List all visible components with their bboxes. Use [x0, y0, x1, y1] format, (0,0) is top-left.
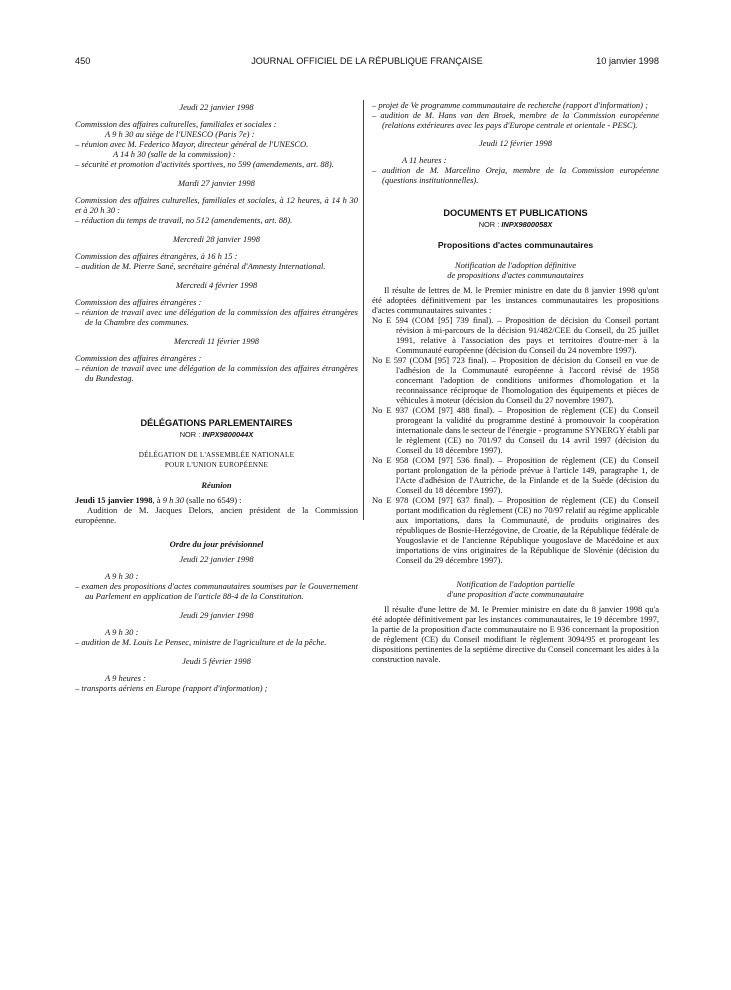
agenda-block — [75, 336, 358, 383]
left-column — [75, 100, 358, 702]
agenda-block — [75, 234, 358, 271]
agenda-date: Jeudi 5 février 1998 — [182, 656, 251, 666]
agenda-item: – audition de M. Louis Le Pensec, ministre de l'agriculture et de la pêche. — [75, 637, 327, 647]
meeting-time: 9 h 30 — [162, 495, 184, 505]
nor-label: NOR : — [478, 220, 500, 229]
agenda-date: Jeudi 12 février 1998 — [479, 138, 552, 148]
act-entry: No E 958 (COM [97] 536 final). – Proposition de règlement (CE) du Conseil portant prolongation de la période prévue à l'article 149, paragraphe 1, de l'Acte d'adhésion de l'Autriche, de la Finlande et de la Suède (décision du Conseil du 18 décembre 1997). — [372, 455, 659, 495]
agenda-block — [372, 138, 659, 185]
agenda-date: Mardi 27 janvier 1998 — [178, 178, 255, 188]
right-column — [372, 100, 659, 664]
agenda-block — [75, 280, 358, 327]
section-title: DÉLÉGATIONS PARLEMENTAIRES — [140, 418, 293, 428]
meeting-text: Audition de M. Jacques Delors, ancien président de la Commission européenne. — [75, 505, 358, 525]
notification-title: Notification de l'adoption définitive — [454, 260, 577, 270]
agenda-item: – projet de Ve programme communautaire de recherche (rapport d'information) ; — [372, 100, 648, 110]
agenda-date: Jeudi 22 janvier 1998 — [179, 102, 254, 112]
agenda-organ: Commission des affaires culturelles, familiales et sociales, à 12 heures, à 14 h 30 et à 20 h 30 : — [75, 195, 358, 215]
act-entry: No E 597 (COM [95] 723 final). – Proposition de décision du Conseil en vue de l'adhésion de la Communauté européenne à l'accord révisé de 1958 concernant l'adoption de conditions uniformes d'homologation et la reconnaissance réciproque de l'homologation des équipements et pièces de véhicules à moteur (décision du Conseil du 27 novembre 1997). — [372, 355, 659, 405]
agenda-organ: Commission des affaires culturelles, familiales et sociales : — [75, 119, 277, 129]
agenda-time: A 14 h 30 (salle de la commission) : — [113, 149, 236, 159]
issue-date: 10 janvier 1998 — [596, 56, 659, 66]
agenda-item: – sécurité et promotion d'activités sportives, no 599 (amendements, art. 88). — [75, 159, 334, 169]
agenda-organ: Commission des affaires étrangères : — [75, 297, 202, 307]
agenda-time: A 9 heures : — [105, 673, 146, 683]
agenda-item: – transports aériens en Europe (rapport d'information) ; — [75, 683, 268, 693]
agenda-block — [75, 656, 358, 693]
agenda-block — [75, 554, 358, 601]
nor-reference — [75, 430, 358, 440]
act-entry: No E 937 (COM [97] 488 final). – Proposition de règlement (CE) du Conseil prorogeant la validité du programme destiné à promouvoir la coopération internationale dans le secteur de l'énergie - programme SYNERGY établi par le règlement (CE) no 701/97 du Conseil du 14 avril 1997 (décision du Conseil du 18 décembre 1997). — [372, 405, 659, 455]
agenda-organ: Commission des affaires étrangères, à 16 h 15 : — [75, 251, 238, 261]
agenda-date: Mercredi 11 février 1998 — [174, 336, 259, 346]
section-title: DOCUMENTS ET PUBLICATIONS — [443, 208, 588, 218]
agenda-item: – audition de M. Pierre Sané, secrétaire général d'Amnesty International. — [75, 261, 326, 271]
agenda-title: Ordre du jour prévisionnel — [169, 539, 264, 549]
subsection-title: Propositions d'actes communautaires — [437, 240, 594, 250]
agenda-item: – réduction du temps de travail, no 512 (amendements, art. 88). — [75, 215, 293, 225]
page-number: 450 — [75, 56, 91, 66]
agenda-date: Mercredi 28 janvier 1998 — [173, 234, 260, 244]
agenda-date: Jeudi 22 janvier 1998 — [179, 554, 254, 564]
nor-label: NOR : — [179, 430, 201, 439]
act-entry: No E 978 (COM [97] 637 final). – Proposition de règlement (CE) du Conseil portant modification du règlement (CE) no 70/97 relatif au régime applicable aux importations, dans la Communauté, de produits originaires des républiques de Bosnie-Herzégovine, de Croatie, de la République fédérale de Yougoslavie et de l'ancienne République yougoslave de Macédoine et aux importations de vins originaires de la République de Slovénie (décision du Conseil du 29 décembre 1997). — [372, 495, 659, 565]
agenda-item: – réunion avec M. Federico Mayor, directeur général de l'UNESCO. — [75, 139, 309, 149]
agenda-time: A 9 h 30 : — [105, 627, 139, 637]
column-divider — [363, 100, 364, 520]
nor-reference — [372, 220, 659, 230]
agenda-organ: Commission des affaires étrangères : — [75, 353, 202, 363]
agenda-item: – réunion de travail avec une délégation de la commission des affaires étrangères du Bundestag. — [75, 363, 358, 383]
notification-title: Notification de l'adoption partielle — [456, 579, 575, 589]
meeting-date: Jeudi 15 janvier 1998 — [75, 495, 153, 505]
agenda-block — [75, 102, 358, 169]
meeting-line: Jeudi 15 janvier 1998, à 9 h 30 (salle no 6549) : — [75, 495, 242, 505]
agenda-date: Mercredi 4 février 1998 — [175, 280, 258, 290]
intro-paragraph: Il résulte de lettres de M. le Premier ministre en date du 8 janvier 1998 qu'ont été adoptées définitivement par les instances communautaires les propositions d'actes communautaires suivantes : — [372, 285, 659, 315]
delegation-name: DÉLÉGATION DE L'ASSEMBLÉE NATIONALE — [138, 451, 295, 459]
agenda-time: A 9 h 30 au siège de l'UNESCO (Paris 7e) : — [105, 129, 255, 139]
act-entry: No E 594 (COM [95] 739 final). – Proposition de décision du Conseil portant révision à mi-parcours de la décision 91/482/CEE du Conseil, du 25 juillet 1991, relative à l'association des pays et territoires d'outre-mer à la Communauté européenne (décision du Conseil du 24 novembre 1997). — [372, 315, 659, 355]
agenda-date: Jeudi 29 janvier 1998 — [179, 610, 254, 620]
agenda-block — [75, 610, 358, 647]
subheading-reunion: Réunion — [201, 480, 232, 490]
journal-title: JOURNAL OFFICIEL DE LA RÉPUBLIQUE FRANÇAISE — [251, 56, 483, 66]
delegation-name: POUR L'UNION EUROPÉENNE — [164, 461, 269, 469]
agenda-time: A 11 heures : — [402, 155, 447, 165]
agenda-item: – réunion de travail avec une délégation de la commission des affaires étrangères de la Chambre des communes. — [75, 307, 358, 327]
nor-code: INPX9800044X — [202, 430, 254, 439]
nor-code: INPX9800058X — [501, 220, 553, 229]
agenda-item: – examen des propositions d'actes communautaires soumises par le Gouvernement au Parlement en application de l'article 88-4 de la Constitution. — [75, 581, 358, 601]
page-header — [75, 56, 659, 70]
notification-title: de propositions d'actes communautaires — [447, 270, 584, 280]
agenda-item: – audition de M. Hans van den Broek, membre de la Commission européenne (relations extérieures avec les pays d'Europe centrale et orientale - PESC). — [372, 110, 659, 130]
agenda-item: – audition de M. Marcelino Oreja, membre de la Commission européenne (questions institutionnelles). — [372, 165, 659, 185]
agenda-time: A 9 h 30 : — [105, 571, 139, 581]
intro-paragraph: Il résulte d'une lettre de M. le Premier ministre en date du 8 janvier 1998 qu'a été adoptée définitivement par les instances communautaires, le 19 décembre 1997, la partie de la proposition d'acte communautaire no E 936 concernant la proposition de règlement (CE) du Conseil modifiant le règlement 3094/95 et prorogeant les dispositions pertinentes de la septième directive du Conseil concernant les aides à la construction navale. — [372, 604, 659, 664]
agenda-block — [75, 178, 358, 225]
notification-title: d'une proposition d'acte communautaire — [447, 589, 584, 599]
